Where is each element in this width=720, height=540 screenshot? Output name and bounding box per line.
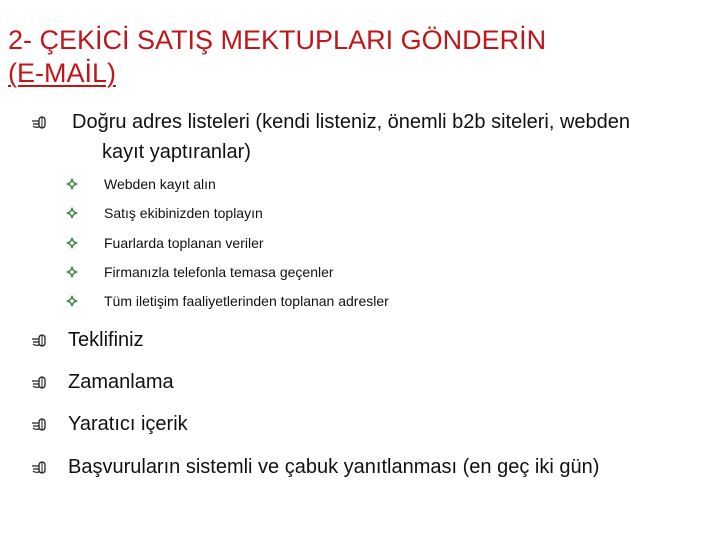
pointing-hand-icon	[30, 414, 50, 434]
pointing-hand-icon	[30, 372, 50, 392]
sub-bullet-text: Webden kayıt alın	[104, 176, 216, 192]
slide-title	[8, 24, 708, 90]
main-bullet-text-continuation: kayıt yaptıranlar)	[102, 141, 251, 163]
sub-bullet-text: Tüm iletişim faaliyetlerinden toplanan adresler	[104, 293, 389, 309]
diamond-bullet-icon	[66, 237, 78, 249]
diamond-bullet-icon	[66, 178, 78, 190]
sub-bullet-text: Firmanızla telefonla temasa geçenler	[104, 264, 334, 280]
main-bullet-text: Teklifiniz	[68, 329, 144, 351]
main-bullet-text: Zamanlama	[68, 371, 174, 393]
pointing-hand-icon	[30, 330, 50, 350]
pointing-hand-icon	[30, 112, 50, 132]
sub-bullet-text: Satış ekibinizden toplayın	[104, 205, 263, 221]
main-bullet-text: Doğru adres listeleri (kendi listeniz, önemli b2b siteleri, webden	[72, 111, 631, 133]
main-bullet-text: Başvuruların sistemli ve çabuk yanıtlanması (en geç iki gün)	[68, 456, 600, 478]
sub-bullet-text: Fuarlarda toplanan veriler	[104, 235, 264, 251]
diamond-bullet-icon	[66, 295, 78, 307]
diamond-bullet-icon	[66, 266, 78, 278]
slide-title-line-2: (E-MAİL)	[8, 58, 116, 88]
diamond-bullet-icon	[66, 207, 78, 219]
slide-title-line-1: 2- ÇEKİCİ SATIŞ MEKTUPLARI GÖNDERİN	[8, 25, 547, 55]
pointing-hand-icon	[30, 457, 50, 477]
main-bullet-text: Yaratıcı içerik	[68, 413, 188, 435]
